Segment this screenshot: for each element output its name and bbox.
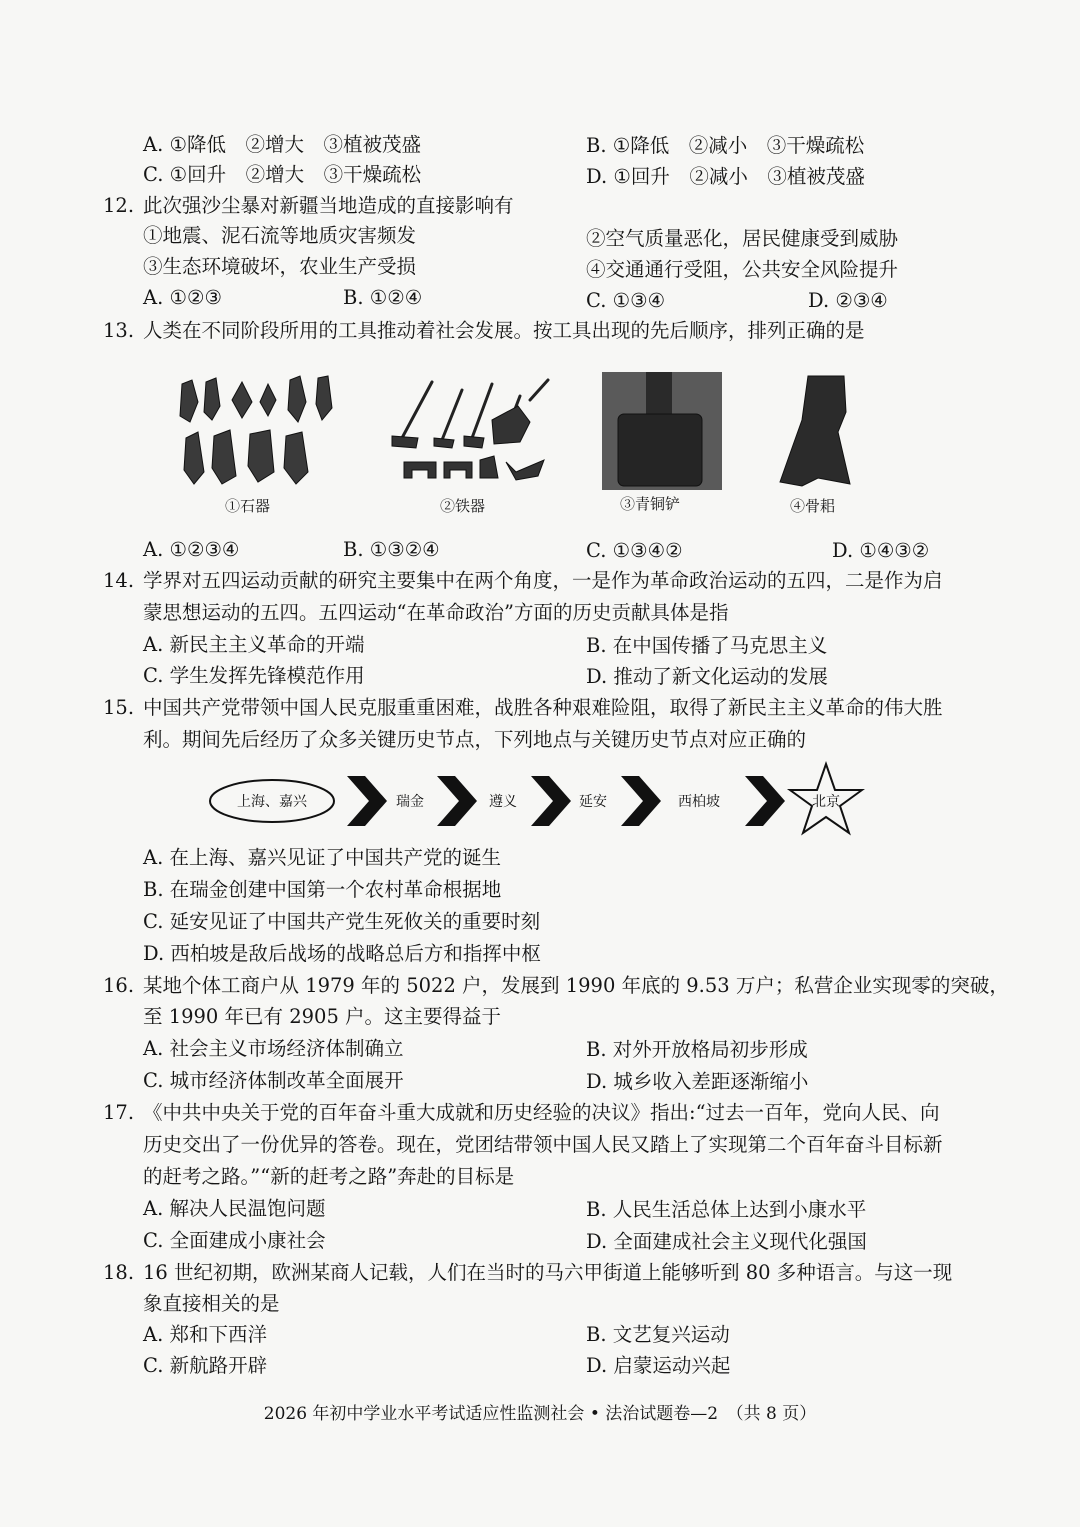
q16-option-d[interactable]: D. 城乡收入差距逐渐缩小 [586, 1070, 809, 1093]
timeline-arrow-5 [745, 776, 785, 826]
q17-option-d[interactable]: D. 全面建成社会主义现代化强国 [586, 1230, 867, 1253]
q15-stem-line-2: 利。期间先后经历了众多关键历史节点，下列地点与关键历史节点对应正确的 [143, 728, 807, 751]
timeline-node-xibaipo: 西柏坡 [678, 794, 720, 810]
q14-stem-line-1: 学界对五四运动贡献的研究主要集中在两个角度，一是作为革命政治运动的五四，二是作为启 [143, 569, 943, 592]
timeline-arrow-2 [437, 776, 477, 826]
q17-stem-line-3: 的赶考之路。”“新的赶考之路”奔赴的目标是 [143, 1165, 515, 1188]
iron-tools-image [388, 376, 552, 486]
iron-tools-caption: ②铁器 [440, 497, 486, 515]
q16-stem-line-2: 至 1990 年已有 2905 户。这主要得益于 [143, 1005, 502, 1028]
q14-option-a[interactable]: A. 新民主主义革命的开端 [143, 633, 365, 656]
q15-option-c[interactable]: C. 延安见证了中国共产党生死攸关的重要时刻 [143, 910, 541, 933]
q11-option-b[interactable]: B. ①降低 ②减小 ③干燥疏松 [586, 134, 865, 157]
q16-stem-line-1: 某地个体工商户从 1979 年的 5022 户，发展到 1990 年底的 9.53 万户；私营企业实现零的突破， [143, 974, 1009, 997]
q14-option-c[interactable]: C. 学生发挥先锋模范作用 [143, 664, 365, 687]
timeline-arrow-3 [531, 776, 571, 826]
stone-tools-caption: ①石器 [225, 497, 271, 515]
q17-option-a[interactable]: A. 解决人民温饱问题 [143, 1197, 326, 1220]
bone-plough-image [778, 372, 858, 490]
q13-stem: 人类在不同阶段所用的工具推动着社会发展。按工具出现的先后顺序，排列正确的是 [143, 319, 865, 342]
timeline-node-ruijin: 瑞金 [396, 794, 424, 810]
q15-number: 15. [103, 696, 135, 719]
q12-number: 12. [103, 194, 135, 217]
q15-option-b[interactable]: B. 在瑞金创建中国第一个农村革命根据地 [143, 878, 502, 901]
q12-option-c[interactable]: C. ①③④ [586, 289, 666, 312]
q14-stem-line-2: 蒙思想运动的五四。五四运动“在革命政治”方面的历史贡献具体是指 [143, 601, 729, 624]
timeline-node-yanan: 延安 [579, 794, 607, 810]
bronze-shovel-caption: ③青铜铲 [620, 495, 681, 513]
q13-option-b[interactable]: B. ①③②④ [343, 538, 440, 561]
q18-stem-line-2: 象直接相关的是 [143, 1292, 280, 1315]
history-timeline-diagram [205, 760, 865, 840]
q16-option-b[interactable]: B. 对外开放格局初步形成 [586, 1038, 808, 1061]
q11-option-c[interactable]: C. ①回升 ②增大 ③干燥疏松 [143, 163, 422, 186]
q12-item-2: ②空气质量恶化，居民健康受到威胁 [586, 227, 899, 250]
q16-option-c[interactable]: C. 城市经济体制改革全面展开 [143, 1069, 404, 1092]
q16-number: 16. [103, 974, 135, 997]
stone-tools-image [172, 372, 342, 490]
q15-option-d[interactable]: D. 西柏坡是敌后战场的战略总后方和指挥中枢 [143, 942, 541, 965]
q14-option-b[interactable]: B. 在中国传播了马克思主义 [586, 634, 828, 657]
q18-option-c[interactable]: C. 新航路开辟 [143, 1354, 268, 1377]
q18-option-b[interactable]: B. 文艺复兴运动 [586, 1323, 730, 1346]
q12-option-d[interactable]: D. ②③④ [808, 289, 888, 312]
q15-stem-line-1: 中国共产党带领中国人民克服重重困难，战胜各种艰难险阻，取得了新民主主义革命的伟大胜 [143, 696, 943, 719]
q17-number: 17. [103, 1101, 135, 1124]
q18-option-a[interactable]: A. 郑和下西洋 [143, 1323, 267, 1346]
q12-item-1: ①地震、泥石流等地质灾害频发 [143, 224, 417, 247]
q13-number: 13. [103, 319, 135, 342]
q11-option-d[interactable]: D. ①回升 ②减小 ③植被茂盛 [586, 165, 865, 188]
bone-plough-caption: ④骨耜 [790, 497, 836, 515]
q18-number: 18. [103, 1261, 135, 1284]
timeline-arrow-1 [347, 776, 387, 826]
q14-number: 14. [103, 569, 135, 592]
q17-option-c[interactable]: C. 全面建成小康社会 [143, 1229, 326, 1252]
timeline-node-shanghai-jiaxing: 上海、嘉兴 [237, 794, 307, 810]
q17-stem-line-2: 历史交出了一份优异的答卷。现在，党团结带领中国人民又踏上了实现第二个百年奋斗目标新 [143, 1133, 943, 1156]
timeline-node-beijing: 北京 [812, 794, 840, 810]
q11-option-a[interactable]: A. ①降低 ②增大 ③植被茂盛 [143, 133, 421, 156]
q12-item-3: ③生态环境破坏，农业生产受损 [143, 255, 417, 278]
page-footer: 2026 年初中学业水平考试适应性监测社会 • 法治试题卷—2 （共 8 页） [263, 1404, 817, 1424]
q12-stem: 此次强沙尘暴对新疆当地造成的直接影响有 [143, 194, 514, 217]
q17-stem-line-1: 《中共中央关于党的百年奋斗重大成就和历史经验的决议》指出:“过去一百年，党向人民、向 [143, 1101, 940, 1124]
timeline-arrow-4 [621, 776, 661, 826]
q18-stem-line-1: 16 世纪初期，欧洲某商人记载，人们在当时的马六甲街道上能够听到 80 多种语言。与这一现 [143, 1261, 953, 1284]
bronze-shovel-image [602, 372, 722, 490]
q14-option-d[interactable]: D. 推动了新文化运动的发展 [586, 665, 828, 688]
q18-option-d[interactable]: D. 启蒙运动兴起 [586, 1354, 731, 1377]
q12-option-b[interactable]: B. ①②④ [343, 286, 423, 309]
q15-option-a[interactable]: A. 在上海、嘉兴见证了中国共产党的诞生 [143, 846, 501, 869]
q13-option-d[interactable]: D. ①④③② [832, 539, 930, 562]
q12-item-4: ④交通通行受阻，公共安全风险提升 [586, 258, 899, 281]
q12-option-a[interactable]: A. ①②③ [143, 286, 222, 309]
q17-option-b[interactable]: B. 人民生活总体上达到小康水平 [586, 1198, 867, 1221]
timeline-node-zunyi: 遵义 [489, 794, 517, 810]
q16-option-a[interactable]: A. 社会主义市场经济体制确立 [143, 1037, 404, 1060]
q13-option-c[interactable]: C. ①③④② [586, 539, 683, 562]
q13-option-a[interactable]: A. ①②③④ [143, 538, 240, 561]
